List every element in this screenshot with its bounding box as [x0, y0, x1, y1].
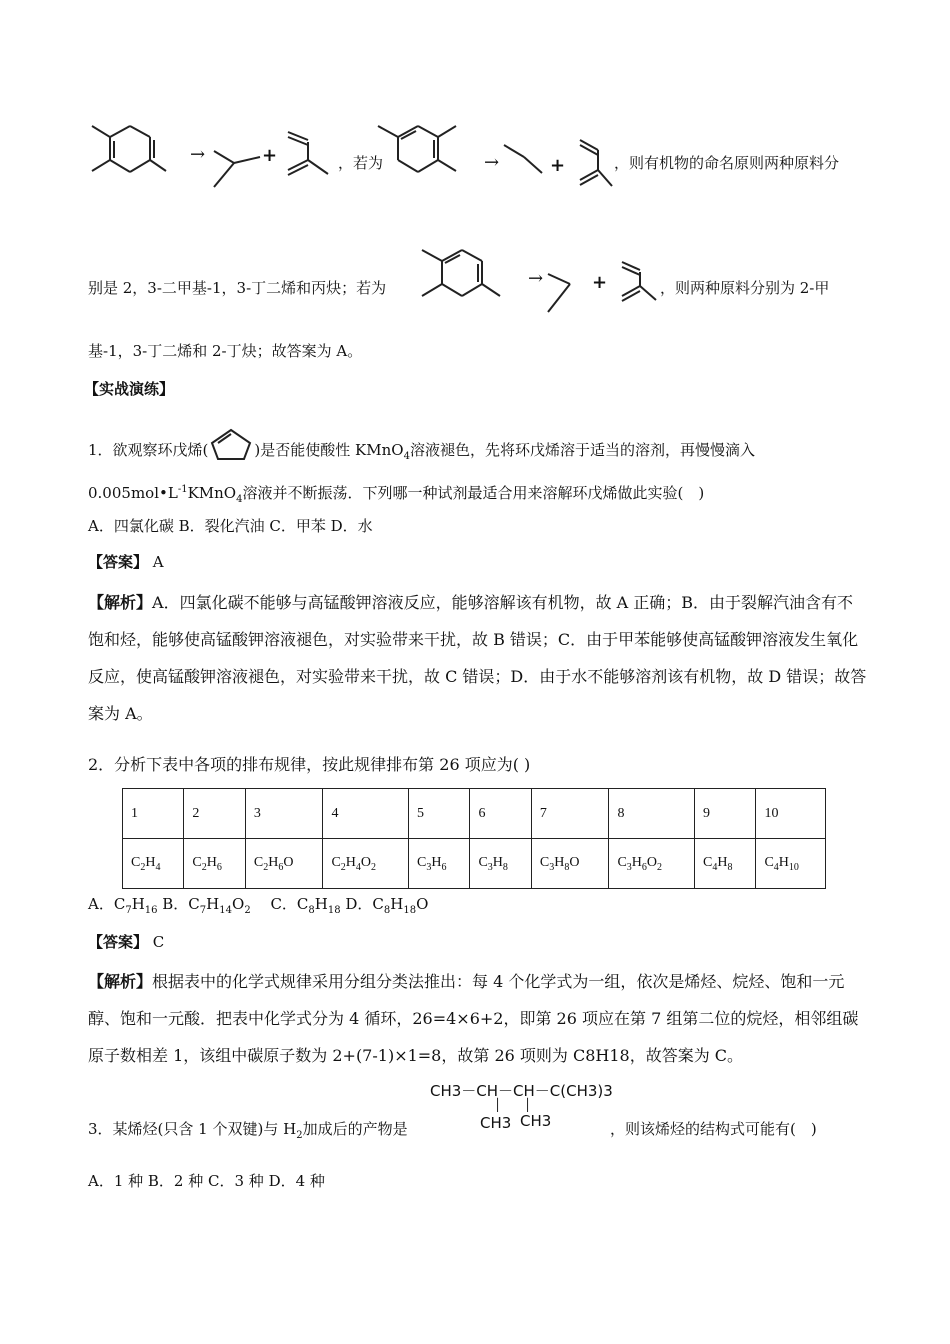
q2-analysis-text: 根据表中的化学式规律采用分组分类法推出：每 4 个化学式为一组，依次是烯烃、烷烃、饱和一元醇、饱和一元酸．把表中化学式分为 4 循环，26=4×6+2，即第 26 项应在第 7 组第二位的烷烃，相邻组碳原子数相差 1，该组中碳原子数为 2+(7-1)×1=8，故第 26 项则为 C8H18，故答案为 C。: [88, 972, 859, 1065]
q1-text-2b: KMnO: [187, 484, 237, 502]
q3-options: A．1 种 B．2 种 C．3 种 D．4 种: [88, 1172, 325, 1190]
q1-sub-2: 4: [236, 494, 243, 505]
q1-answer-label: 【答案】: [88, 553, 149, 571]
q1-answer: [88, 551, 164, 573]
intro-text-1a: ，若为: [338, 154, 384, 172]
q1-text-2c: 溶液并不断振荡．下列哪一种试剂最适合用来溶解环戊烯做此实验( ): [242, 484, 705, 502]
q3-product-formula-bottom-2: CH3: [520, 1112, 552, 1130]
intro-text-3: 基-1，3-丁二烯和 2-丁炔；故答案为 A。: [88, 342, 363, 360]
table-cell: $C_2H_4$: [123, 839, 184, 889]
q2-answer-label: 【答案】: [88, 933, 149, 951]
q1-line-2: [88, 479, 704, 511]
table-row-numbers: [123, 789, 826, 839]
q2-analysis-label: 【解析】: [88, 972, 153, 991]
plus-sign: +: [592, 272, 608, 293]
section-title: 【实战演练】: [84, 380, 175, 398]
dimethylcyclohexadiene-structure-1: [88, 122, 168, 190]
q1-analysis: [88, 584, 868, 732]
table-cell: $C_3H_6O_2$: [609, 839, 695, 889]
q1-analysis-text: A．四氯化碳不能够与高锰酸钾溶液反应，能够溶解该有机物，故 A 正确；B．由于裂解汽油含有不饱和烃，能够使高锰酸钾溶液褪色，对实验带来干扰，故 B 错误；C．由于甲苯能够使高锰酸钾溶液发生氧化反应，使高锰酸钾溶液褪色，对实验带来干扰，故 C 错误；D．由于水不能够溶剂该有机物，故 D 错误；故答案为 A。: [88, 593, 867, 723]
table-cell: $C_2H_4O_2$: [323, 839, 409, 889]
q3-text-a: 3．某烯烃(只含 1 个双键)与 H: [88, 1120, 297, 1138]
q3-text-b: 加成后的产物是: [302, 1120, 408, 1138]
q1-text-c: 溶液褪色，先将环戊烯溶于适当的溶剂，再慢慢滴入: [409, 441, 755, 459]
q1-text-b: )是否能使酸性 KMnO: [254, 441, 404, 459]
table-cell: $C_3H_8$: [470, 839, 531, 889]
table-cell: 1: [123, 789, 184, 839]
plus-sign: +: [262, 145, 278, 166]
diene-structure-1: [284, 128, 334, 184]
q3-product-formula-bottom-1: CH3: [480, 1114, 512, 1132]
cyclopentene-structure: [208, 427, 254, 461]
table-cell: 7: [531, 789, 609, 839]
table-cell: 10: [756, 789, 826, 839]
q3-text-c: ，则该烯烃的结构式可能有( ): [610, 1120, 817, 1138]
dimethylcyclohexadiene-structure-2: [374, 122, 458, 190]
q3-branch-bond-2: │: [524, 1098, 532, 1112]
q3-sub: 2: [296, 1130, 303, 1141]
q2-answer-value: C: [152, 933, 165, 951]
q1-text-a: 1．欲观察环戊烯(: [88, 441, 209, 459]
q2-options: A．$C_7H_{16}$ B．$C_7H_{14}O_2$ C．$C_8H_{18}$ D．$C_8H_{18}O$: [88, 895, 429, 916]
diene-structure-3: [618, 258, 660, 306]
sequence-table: [122, 788, 826, 889]
q1-options: A．四氯化碳 B．裂化汽油 C．甲苯 D．水: [88, 517, 373, 535]
q1-sup: -1: [177, 484, 188, 495]
dimethylcyclohexadiene-structure-3: [418, 246, 502, 314]
plus-sign: +: [550, 155, 566, 176]
q2-analysis: [88, 963, 868, 1074]
table-cell: $C_2H_6O$: [245, 839, 323, 889]
table-cell: 2: [184, 789, 245, 839]
q3-question: [88, 1118, 408, 1147]
table-cell: $C_4H_{10}$: [756, 839, 826, 889]
table-cell: $C_4H_8$: [695, 839, 756, 889]
reaction-arrow: →: [484, 152, 500, 173]
table-cell: $C_3H_6$: [409, 839, 470, 889]
q1-sub-1: 4: [403, 451, 410, 462]
table-cell: $C_2H_6$: [184, 839, 245, 889]
table-cell: 4: [323, 789, 409, 839]
q2-answer: [88, 931, 164, 953]
q1-line-1: [88, 427, 755, 468]
alkyne-structure-1: [212, 135, 262, 191]
alkyne-structure-3: [546, 262, 590, 316]
q1-answer-value: A: [152, 553, 164, 571]
table-cell: 5: [409, 789, 470, 839]
intro-text-1b: ，则有机物的命名原则两种原料分: [614, 154, 840, 172]
alkyne-structure-2: [502, 143, 546, 183]
q1-text-2a: 0.005mol•L: [88, 484, 178, 502]
q3-branch-bond-1: │: [494, 1098, 502, 1112]
reaction-arrow: →: [190, 144, 206, 165]
table-cell: $C_3H_8O$: [531, 839, 609, 889]
reaction-arrow: →: [528, 268, 544, 289]
intro-text-2b: ，则两种原料分别为 2-甲: [660, 279, 830, 297]
q3-product-formula-top: CH3－CH－CH－C(CH3)3: [430, 1082, 613, 1100]
table-cell: 3: [245, 789, 323, 839]
table-cell: 8: [609, 789, 695, 839]
table-cell: 6: [470, 789, 531, 839]
table-cell: 9: [695, 789, 756, 839]
table-row-formulas: [123, 839, 826, 889]
q1-analysis-label: 【解析】: [88, 593, 153, 612]
q2-question: 2．分析下表中各项的排布规律，按此规律排布第 26 项应为( ): [88, 755, 531, 774]
intro-text-2a: 别是 2，3-二甲基-1，3-丁二烯和丙炔；若为: [88, 279, 387, 297]
diene-structure-2: [576, 136, 616, 192]
